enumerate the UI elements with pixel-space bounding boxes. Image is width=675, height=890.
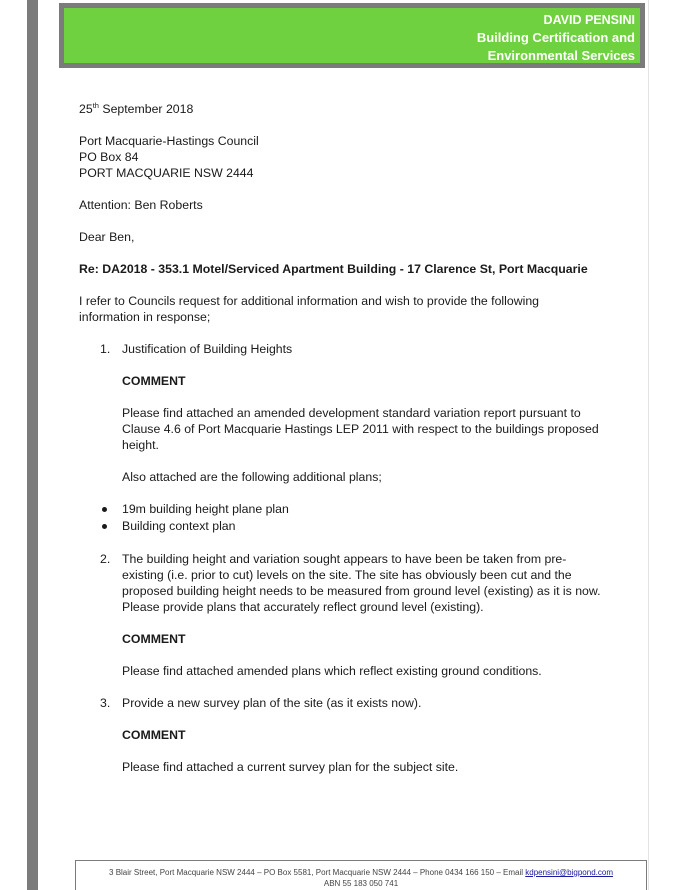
bullet-icon (102, 524, 107, 529)
footer-abn: ABN 55 183 050 741 (323, 879, 399, 888)
footer-contact-line (76, 867, 646, 878)
address-line: PORT MACQUARIE NSW 2444 (79, 166, 254, 180)
intro-paragraph: I refer to Councils request for additional information and wish to provide the following (79, 294, 540, 308)
item-text: Please provide plans that accurately reflect ground level (existing). (122, 600, 484, 614)
item-text: The building height and variation sought appears to have been be taken from pre- (122, 552, 567, 566)
comment-text: Please find attached amended plans which reflect existing ground conditions. (122, 664, 542, 678)
date-suffix: th (92, 101, 99, 110)
letter-footer (75, 860, 647, 890)
list-number: 3. (100, 696, 111, 710)
item-text: Justification of Building Heights (122, 342, 293, 356)
company-tagline-line1: Building Certification and (476, 30, 635, 45)
company-tagline-line2: Environmental Services (487, 48, 635, 63)
attention-line: Attention: Ben Roberts (79, 198, 203, 212)
list-item (79, 695, 609, 775)
list-number: 2. (100, 552, 111, 566)
bullet-item (79, 501, 609, 518)
comment-label: COMMENT (122, 728, 186, 742)
comment-label: COMMENT (122, 374, 186, 388)
list-item (79, 551, 609, 679)
address-line: Port Macquarie-Hastings Council (79, 134, 259, 148)
letterhead (59, 3, 645, 68)
bullet-icon (102, 507, 107, 512)
footer-email-link[interactable]: kdpensini@bigpond.com (525, 868, 613, 877)
date-month-year: September 2018 (98, 102, 194, 116)
comment-text: Please find attached an amended development standard variation report pursuant to (122, 406, 581, 420)
intro-paragraph: information in response; (79, 310, 211, 324)
letterhead-banner (64, 8, 640, 63)
comment-text: height. (122, 438, 159, 452)
date-day: 25 (79, 102, 93, 116)
plans-list (79, 501, 609, 535)
bullet-item (79, 518, 609, 535)
company-name: DAVID PENSINI (543, 13, 635, 27)
item-text: proposed building height needs to be measured from ground level (existing) as it is now. (122, 584, 601, 598)
item-text: Provide a new survey plan of the site (as it exists now). (122, 696, 422, 710)
list-number: 1. (100, 342, 111, 356)
right-margin-line (648, 0, 649, 890)
address-line: PO Box 84 (79, 150, 139, 164)
request-list (79, 341, 609, 775)
letter-date (79, 101, 609, 117)
bullet-text: 19m building height plane plan (122, 502, 289, 516)
subject-line: Re: DA2018 - 353.1 Motel/Serviced Apartment Building - 17 Clarence St, Port Macquarie (79, 262, 588, 276)
comment-text: Please find attached a current survey plan for the subject site. (122, 760, 459, 774)
additional-plans-text: Also attached are the following additional plans; (122, 470, 382, 484)
salutation: Dear Ben, (79, 230, 135, 244)
list-item (79, 341, 609, 485)
item-text: existing (i.e. prior to cut) levels on the site. The site has obviously been cut and the (122, 568, 572, 582)
comment-text: Clause 4.6 of Port Macquarie Hastings LEP 2011 with respect to the buildings proposed (122, 422, 599, 436)
comment-label: COMMENT (122, 632, 186, 646)
footer-address: 3 Blair Street, Port Macquarie NSW 2444 – PO Box 5581, Port Macquarie NSW 2444 – Phone 0434 166 150 – Email (109, 868, 526, 877)
left-margin-bar (27, 0, 38, 890)
letter-body (79, 101, 609, 775)
bullet-text: Building context plan (122, 519, 236, 533)
